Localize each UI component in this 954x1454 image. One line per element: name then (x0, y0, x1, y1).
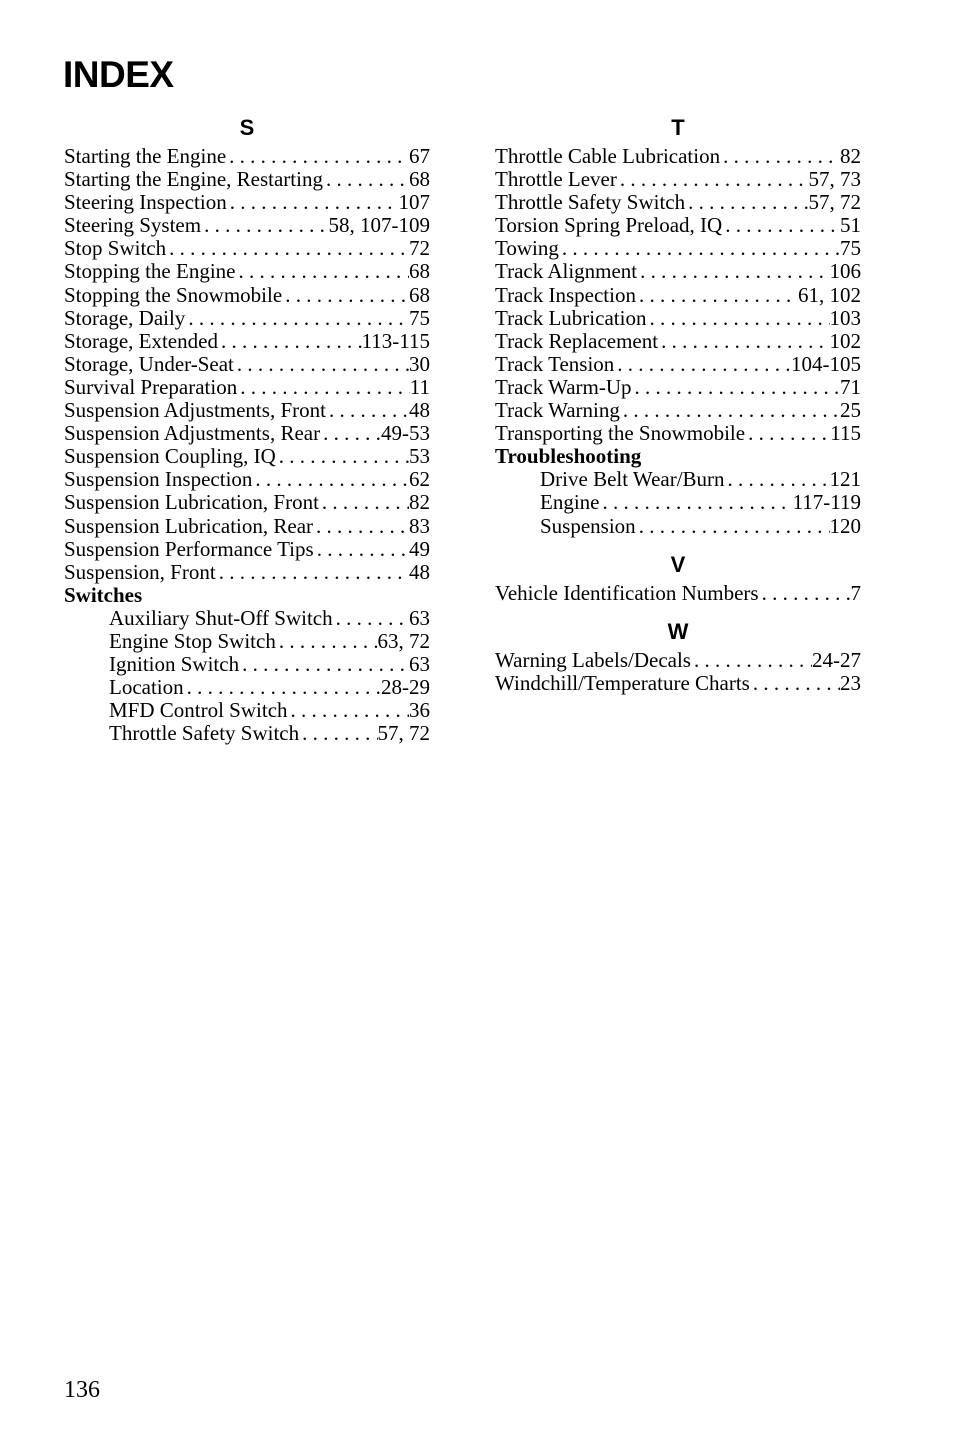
index-entry (64, 653, 430, 676)
entry-term: Suspension Coupling, IQ (64, 445, 276, 469)
entry-pages: 57, 72 (377, 722, 430, 746)
entry-term: Track Warm-Up (495, 375, 632, 399)
entry-pages: 63, 72 (377, 629, 430, 653)
entry-pages: 106 (829, 260, 861, 284)
index-entry (64, 237, 430, 260)
entry-pages: 53 (409, 445, 430, 469)
entry-term: Auxiliary Shut-Off Switch (109, 606, 333, 630)
entry-pages: 63 (409, 653, 430, 677)
index-entry (495, 649, 861, 672)
entry-term: Stopping the Snowmobile (64, 283, 283, 307)
entry-term: Suspension, Front (64, 560, 216, 584)
entry-pages: 36 (409, 699, 430, 723)
entry-term: Drive Belt Wear/Burn (540, 468, 725, 492)
index-entry (64, 515, 430, 538)
dot-leader (636, 284, 798, 307)
dot-leader (658, 330, 829, 353)
dot-leader (236, 260, 410, 283)
entry-term: Throttle Cable Lubrication (495, 145, 721, 168)
index-entry (495, 307, 861, 330)
index-column-right (495, 115, 861, 695)
entry-term: Throttle Safety Switch (495, 191, 686, 215)
entry-list (495, 145, 861, 538)
entry-term: Suspension Lubrication, Rear (64, 514, 314, 538)
dot-leader (218, 330, 362, 353)
entry-term: Engine Stop Switch (109, 629, 276, 653)
index-entry (64, 630, 430, 653)
dot-leader (646, 307, 829, 330)
dot-leader (184, 676, 381, 699)
entry-pages: 82 (840, 145, 861, 168)
dot-leader (216, 561, 409, 584)
entry-term: Engine (540, 491, 600, 515)
entry-term: Track Replacement (495, 329, 659, 353)
entry-term: Survival Preparation (64, 375, 238, 399)
page-number: 136 (64, 1377, 100, 1403)
dot-leader (326, 399, 409, 422)
index-entry (64, 284, 430, 307)
dot-leader (323, 168, 409, 191)
dot-leader (227, 191, 399, 214)
entry-term: Track Tension (495, 352, 615, 376)
entry-pages: 48 (409, 560, 430, 584)
index-entry (64, 214, 430, 237)
entry-pages: 68 (409, 260, 430, 284)
dot-leader (314, 538, 409, 561)
entry-pages: 7 (850, 581, 861, 605)
entry-term: Torsion Spring Preload, IQ (495, 214, 723, 238)
index-entry (64, 168, 430, 191)
dot-leader (750, 672, 840, 695)
dot-leader (599, 491, 792, 514)
dot-leader (725, 468, 830, 491)
dot-leader (632, 376, 840, 399)
entry-list (64, 145, 430, 745)
entry-term: Suspension (540, 514, 636, 538)
entry-term: Location (109, 676, 184, 700)
entry-term: Storage, Daily (64, 306, 186, 330)
index-entry (64, 353, 430, 376)
entry-term: Switches (64, 583, 143, 607)
entry-pages: 68 (409, 283, 430, 307)
index-entry (495, 422, 861, 445)
index-entry (64, 330, 430, 353)
section-letter: T (671, 115, 685, 140)
dot-leader (333, 607, 409, 630)
entry-term: Track Warning (495, 399, 620, 423)
dot-leader (614, 353, 791, 376)
index-entry (64, 445, 430, 468)
entry-list (495, 649, 861, 695)
entry-term: Warning Labels/Decals (495, 648, 691, 672)
entry-pages: 11 (409, 375, 430, 399)
index-heading (495, 445, 861, 468)
entry-term: Steering Inspection (64, 191, 227, 215)
entry-pages: 117-119 (792, 491, 861, 515)
dot-leader (276, 630, 378, 653)
entry-term: Steering System (64, 214, 202, 238)
index-entry (64, 422, 430, 445)
entry-term: Track Alignment (495, 260, 638, 284)
section (495, 552, 861, 605)
index-heading (64, 584, 430, 607)
dot-leader (288, 699, 409, 722)
dot-leader (559, 237, 840, 260)
section (495, 619, 861, 695)
entry-pages: 28-29 (381, 676, 430, 700)
entry-pages: 82 (409, 491, 430, 515)
entry-pages: 83 (409, 514, 430, 538)
dot-leader (252, 468, 409, 491)
dot-leader (166, 237, 409, 260)
dot-leader (637, 260, 829, 283)
index-entry (64, 468, 430, 491)
entry-pages: 61, 102 (798, 283, 861, 307)
dot-leader (720, 145, 840, 168)
entry-term: Transporting the Snowmobile (495, 422, 746, 446)
entry-pages: 75 (840, 237, 861, 261)
index-entry (64, 260, 430, 283)
index-entry (64, 561, 430, 584)
index-entry (495, 515, 861, 538)
index-entry (495, 582, 861, 605)
dot-leader (620, 399, 840, 422)
dot-leader (722, 214, 840, 237)
entry-pages: 71 (840, 375, 861, 399)
entry-pages: 30 (409, 352, 430, 376)
entry-term: Suspension Lubrication, Front (64, 491, 319, 515)
entry-pages: 57, 73 (808, 168, 861, 192)
section-letter: W (667, 618, 689, 644)
entry-term: Suspension Adjustments, Front (64, 399, 326, 423)
entry-pages: 49-53 (381, 422, 430, 446)
index-entry (64, 538, 430, 561)
index-entry (64, 145, 430, 168)
entry-term: MFD Control Switch (109, 699, 288, 723)
dot-leader (234, 353, 409, 376)
entry-pages: 23 (840, 671, 861, 695)
entry-term: Stopping the Engine (64, 260, 236, 284)
index-entry (495, 468, 861, 491)
entry-term: Suspension Adjustments, Rear (64, 422, 321, 446)
section-letter: S (239, 115, 255, 140)
dot-leader (237, 376, 410, 399)
index-column-left (64, 115, 430, 745)
entry-term: Throttle Safety Switch (109, 722, 300, 746)
entry-term: Track Inspection (495, 283, 636, 307)
entry-list (495, 582, 861, 605)
dot-leader (319, 491, 409, 514)
dot-leader (313, 515, 409, 538)
index-entry (495, 284, 861, 307)
entry-pages: 103 (829, 306, 861, 330)
index-entry (64, 722, 430, 745)
index-entry (495, 168, 861, 191)
index-entry (495, 672, 861, 695)
dot-leader (201, 214, 328, 237)
entry-term: Vehicle Identification Numbers (495, 581, 759, 605)
entry-term: Stop Switch (64, 237, 167, 261)
entry-pages: 58, 107-109 (328, 214, 430, 238)
entry-pages: 113-115 (361, 329, 430, 353)
entry-pages: 115 (830, 422, 861, 446)
entry-term: Towing (495, 237, 559, 261)
index-entry (495, 353, 861, 376)
dot-leader (282, 284, 409, 307)
index-entry (495, 191, 861, 214)
entry-pages: 24-27 (812, 648, 861, 672)
dot-leader (685, 191, 808, 214)
entry-pages: 57, 72 (808, 191, 861, 215)
index-entry (495, 237, 861, 260)
dot-leader (617, 168, 809, 191)
index-entry (495, 376, 861, 399)
entry-term: Windchill/Temperature Charts (495, 671, 750, 695)
index-entry (495, 260, 861, 283)
entry-pages: 104-105 (791, 352, 861, 376)
index-entry (64, 699, 430, 722)
index-entry (64, 676, 430, 699)
index-entry (64, 191, 430, 214)
entry-term: Troubleshooting (495, 445, 642, 469)
dot-leader (276, 445, 409, 468)
entry-term: Starting the Engine, Restarting (64, 168, 323, 192)
entry-pages: 51 (840, 214, 861, 238)
entry-term: Storage, Under-Seat (64, 352, 234, 376)
entry-pages: 102 (829, 329, 861, 353)
index-entry (64, 399, 430, 422)
entry-pages: 107 (398, 191, 430, 215)
entry-term: Storage, Extended (64, 329, 218, 353)
index-entry (495, 399, 861, 422)
entry-pages: 120 (829, 514, 861, 538)
dot-leader (226, 145, 409, 168)
dot-leader (691, 649, 812, 672)
dot-leader (239, 653, 409, 676)
entry-pages: 25 (840, 399, 861, 423)
dot-leader (320, 422, 381, 445)
entry-pages: 48 (409, 399, 430, 423)
section (495, 115, 861, 538)
index-entry (64, 376, 430, 399)
entry-pages: 49 (409, 537, 430, 561)
entry-term: Starting the Engine (64, 145, 227, 168)
entry-pages: 67 (409, 145, 430, 168)
entry-term: Throttle Lever (495, 168, 617, 192)
dot-leader (636, 515, 830, 538)
index-entry (64, 491, 430, 514)
entry-term: Suspension Performance Tips (64, 537, 314, 561)
dot-leader (185, 307, 409, 330)
index-entry (495, 491, 861, 514)
entry-pages: 62 (409, 468, 430, 492)
entry-term: Suspension Inspection (64, 468, 253, 492)
index-entry (495, 330, 861, 353)
entry-pages: 121 (829, 468, 861, 492)
entry-pages: 75 (409, 306, 430, 330)
entry-pages: 63 (409, 606, 430, 630)
dot-leader (759, 582, 851, 605)
entry-pages: 68 (409, 168, 430, 192)
entry-term: Track Lubrication (495, 306, 647, 330)
page-title: INDEX (63, 54, 174, 95)
dot-leader (745, 422, 830, 445)
index-entry (64, 307, 430, 330)
index-entry (495, 214, 861, 237)
entry-term: Ignition Switch (109, 653, 240, 677)
index-entry (495, 145, 861, 168)
index-entry (64, 607, 430, 630)
section-letter: V (670, 551, 686, 577)
dot-leader (299, 722, 377, 745)
entry-pages: 72 (409, 237, 430, 261)
